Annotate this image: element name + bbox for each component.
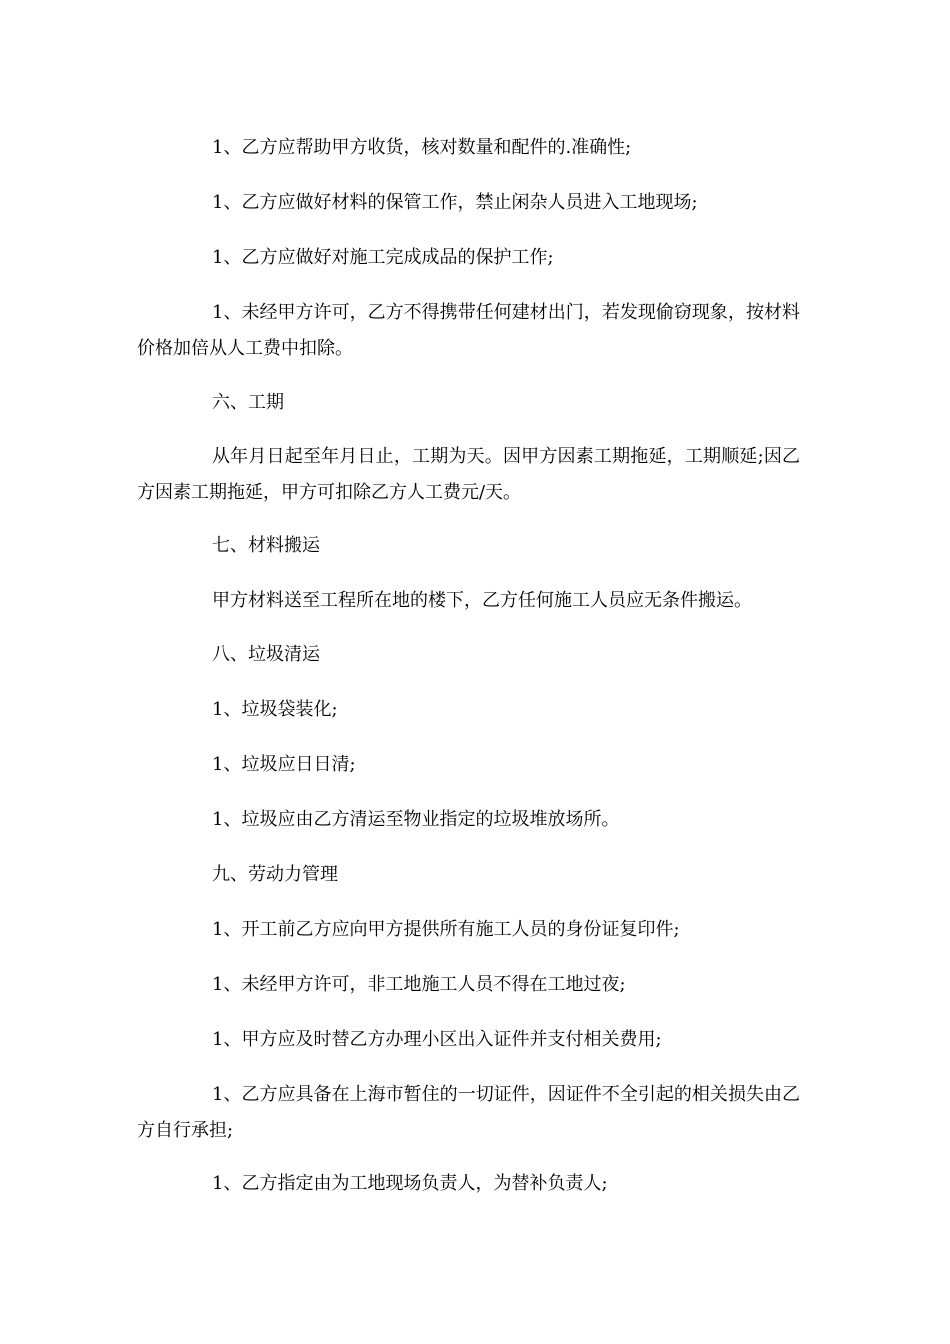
clause-residence-documents: 1、乙方应具备在上海市暂住的一切证件，因证件不全引起的相关损失由乙方自行承担; — [137, 1084, 800, 1141]
section-heading-schedule: 六、工期 — [212, 392, 284, 413]
section-heading-material-transport: 七、材料搬运 — [212, 535, 320, 556]
clause-protect-finished-work: 1、乙方应做好对施工完成成品的保护工作; — [212, 247, 554, 268]
clause-daily-clearing: 1、垃圾应日日清; — [212, 754, 356, 775]
clause-id-copies: 1、开工前乙方应向甲方提供所有施工人员的身份证复印件; — [212, 919, 680, 940]
clause-bagged-waste: 1、垃圾袋装化; — [212, 699, 338, 720]
clause-waste-disposal-site: 1、垃圾应由乙方清运至物业指定的垃圾堆放场所。 — [212, 809, 620, 830]
clause-no-materials-out: 1、未经甲方许可，乙方不得携带任何建材出门，若发现偷窃现象，按材料价格加倍从人工费中扣除。 — [137, 302, 800, 359]
section-heading-waste-removal: 八、垃圾清运 — [212, 644, 320, 665]
clause-material-custody: 1、乙方应做好材料的保管工作，禁止闲杂人员进入工地现场; — [212, 192, 698, 213]
clause-schedule-terms: 从年月日起至年月日止，工期为天。因甲方因素工期拖延，工期顺延;因乙方因素工期拖延，甲方可扣除乙方人工费元/天。 — [137, 446, 800, 503]
section-heading-labor-management: 九、劳动力管理 — [212, 864, 338, 885]
clause-access-permits: 1、甲方应及时替乙方办理小区出入证件并支付相关费用; — [212, 1029, 662, 1050]
clause-site-supervisor: 1、乙方指定由为工地现场负责人，为替补负责人; — [212, 1173, 608, 1194]
clause-no-overnight: 1、未经甲方许可，非工地施工人员不得在工地过夜; — [212, 974, 626, 995]
clause-receive-goods: 1、乙方应帮助甲方收货，核对数量和配件的.准确性; — [212, 137, 632, 158]
clause-material-transport: 甲方材料送至工程所在地的楼下，乙方任何施工人员应无条件搬运。 — [212, 590, 752, 611]
